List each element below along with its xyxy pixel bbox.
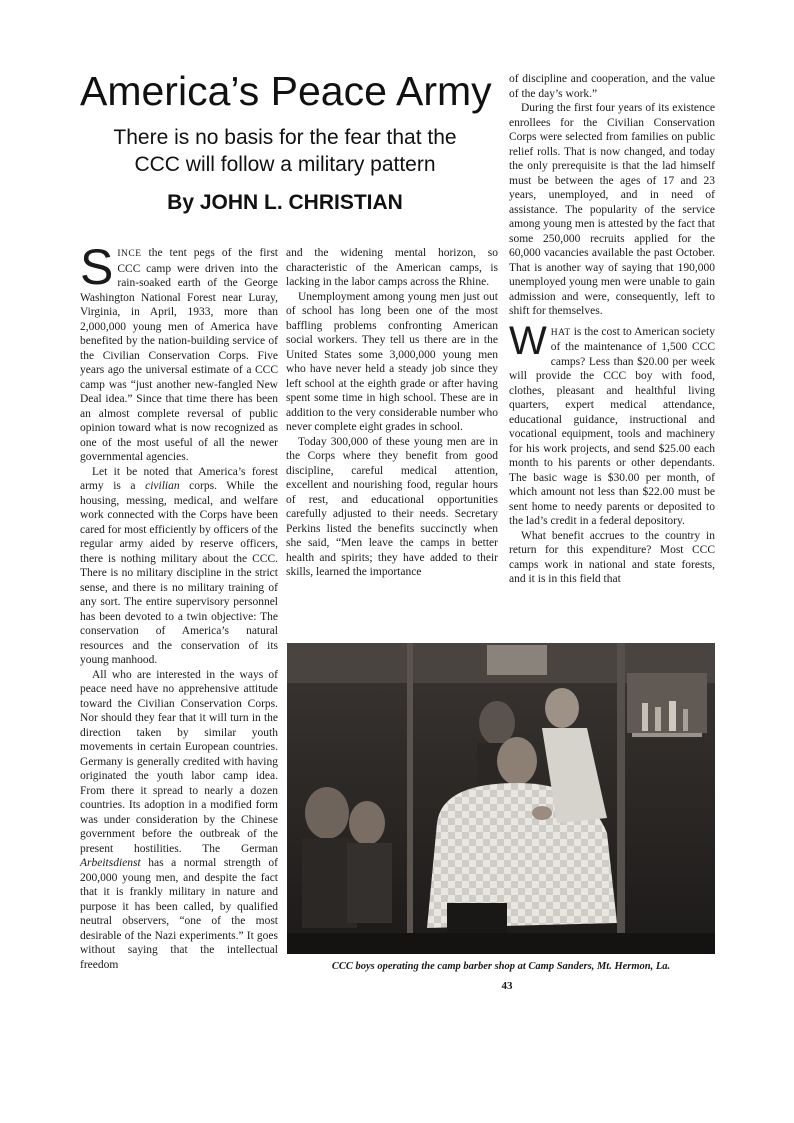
emphasis-arbeitsdienst: Arbeitsdienst [80,857,141,869]
paragraph-4: and the widening mental horizon, so characteristic of the American camps, is lacking in the labor camps across the Rhine. [286,247,498,288]
paragraph-1-text: the tent pegs of the first CCC camp were driven into the rain-soaked earth of the George Washington National Forest near Luray, Virginia, in April, 1933, more than 2,000,000 young men of America have benefited by the nation-building service of the Civilian Conservation Corps. Five years ago the universal estimate of a CCC camp was “just another new-fangled New Deal idea.” Since that time there has been an almost complete reversal of public opinion toward what is now recognized as one of the most useful of all the newer governmental agencies. [80,247,278,463]
paragraph-2 [80,465,278,668]
paragraph-1 [80,239,278,465]
text-column-2 [286,246,498,580]
paragraph-6: Today 300,000 of these young men are in the Corps where they benefit from good discipline, careful medical attention, excellent and nourishing food, regular hours of rest, and educational opportunities carefully adjusted to their needs. Secretary Perkins listed the benefits succinctly when she said, “Men leave the camps in better health and spirits; they have added to their skills, learned the importance [286,435,498,578]
subtitle-line-1: There is no basis for the fear that the [113,126,457,149]
small-caps-lead-2: HAT [550,327,571,338]
paragraph-3-text-a: All who are interested in the ways of peace need have no apprehensive attitude toward the Civilian Conservation Corps. Nor should they fear that it will turn in the direction taken by similar youth movements in certain European countries. Germany is generally credited with having originated the youth labor camp idea. From there it spread to nearly a dozen countries. Its adoption in a modified form was under consideration by the Chinese government before the outbreak of the present hostilities. The German [80,668,278,855]
page-number: 43 [501,980,513,992]
emphasis-civilian: civilian [145,480,180,492]
subtitle-line-2: CCC will follow a military pattern [134,153,436,176]
article-subtitle [100,124,470,178]
text-column-3 [509,72,715,587]
barber-shop-photo [287,643,715,954]
drop-cap-w: W [509,318,547,363]
photo-caption: CCC boys operating the camp barber shop at Camp Sanders, Mt. Hermon, La. [331,961,671,972]
paragraph-9 [509,318,715,529]
paragraph-2-text-b: corps. While the housing, messing, medical, and welfare work connected with the Corps have been cared for most efficiently by officers of the regular army aided by reserve officers, there is nothing military about the CCC. There is no military discipline in the strict sense, and there is no military training of any sort. The entire supervisory personnel has been devoted to a twin objective: The conservation of America’s natural resources and the conservation of its young manhood. [80,480,278,666]
small-caps-lead: INCE [117,249,142,259]
article-title: America’s Peace Army [80,68,492,114]
paragraph-9-text: is the cost to American society of the maintenance of 1,500 CCC camps? Less than $20.00 per week will provide the CCC boy with food, clothes, pleasant and healthful living quarters, expert medical attendance, educational guidance, instructional and vocational equipment, tools and machinery for his work projects, and send $25.00 each month to his parents or other dependants. The basic wage is $30.00 per month, of which amount not less than $22.00 must be sent home to needy parents or deposited to the lad’s credit in a federal depository. [509,325,715,527]
paragraph-3 [80,668,278,973]
paragraph-7: of discipline and cooperation, and the value of the day’s work.” [509,73,715,100]
paragraph-3-text-b: has a normal strength of 200,000 young men, and despite the fact that it is frankly military in nature and purpose it has been called, by qualified neutral observers, “one of the most desirable of the Nazi experiments.” It goes without saying that the intellectual freedom [80,857,278,971]
paragraph-5: Unemployment among young men just out of school has long been one of the most baffling problems confronting American social workers. They tell us there are in the United States some 3,000,000 young men who have never held a steady job since they left school at the eighth grade or after having spent some time in high school. These are in addition to the very considerable number who never complete eight grades in school. [286,290,498,433]
drop-cap-s: S [80,239,114,295]
paragraph-2-text-a: Let it be noted that America’s forest army is a [80,465,278,492]
text-column-1 [80,239,278,972]
photo-illustration [287,643,715,954]
paragraph-10: What benefit accrues to the country in return for this expenditure? Most CCC camps work in national and state forests, and it is in this field that [509,529,715,585]
byline: By JOHN L. CHRISTIAN [167,191,403,214]
paragraph-8: During the first four years of its existence enrollees for the Civilian Conservation Corps were selected from families on public relief rolls. That is now changed, and today the only prerequisite is that the lad himself must be between the ages of 17 and 23 years, unemployed, and in need of assistance. The popularity of the service among young men is attested by the fact that some 250,000 recruits applied for the 60,000 vacancies available the past October. That is another way of saying that 190,000 unemployed young men were unable to gain admission and were, consequently, left to shift for themselves. [509,102,715,317]
